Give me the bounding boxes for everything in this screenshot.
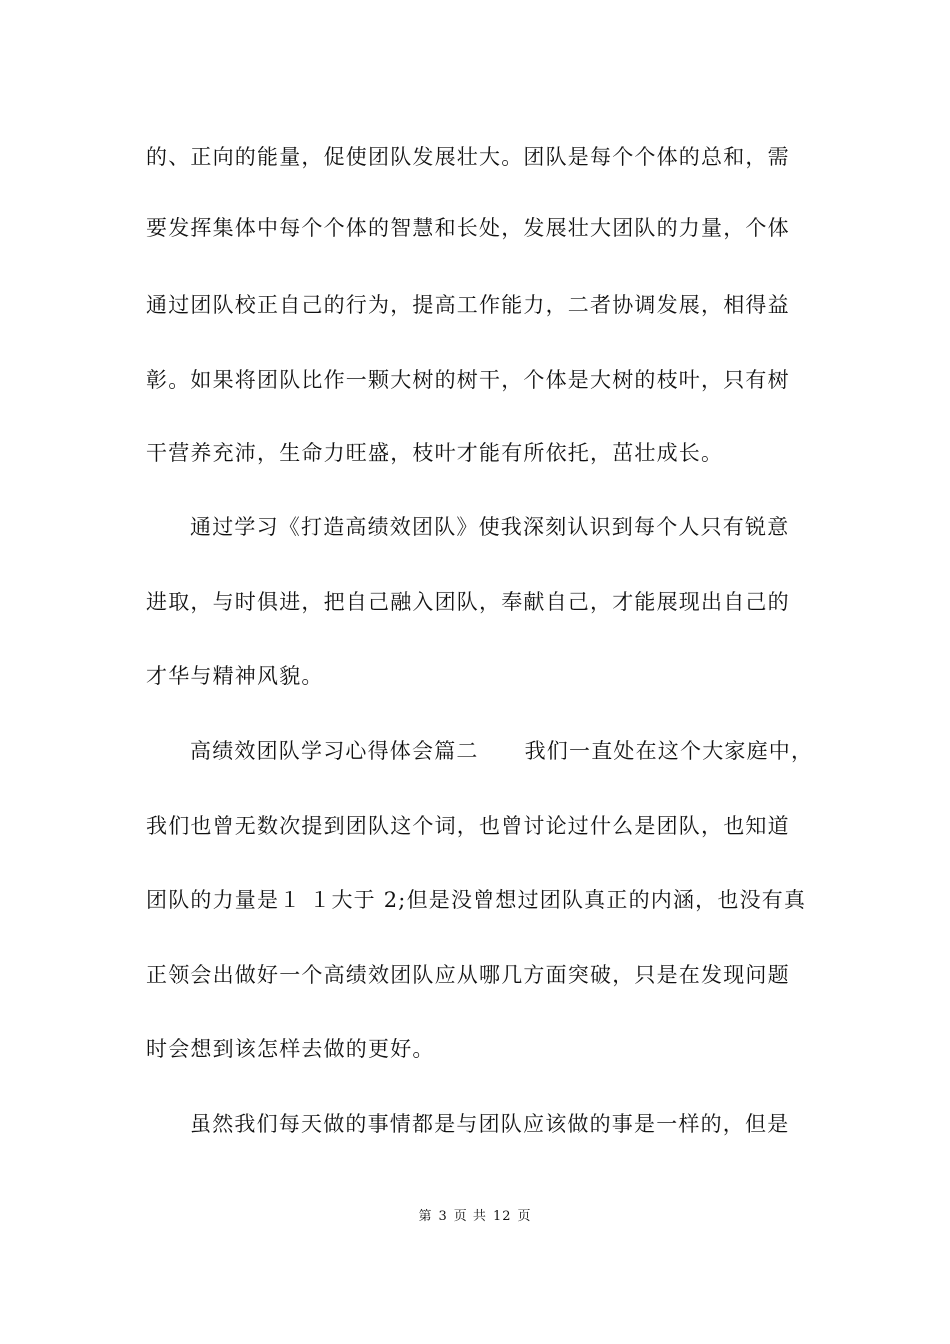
heading-tail-text: 我们一直处在这个大家庭中， [524, 739, 814, 763]
footer-page-number: 3 [438, 1209, 448, 1224]
page-footer [0, 1208, 950, 1226]
text-line: 正领会出做好一个高绩效团队应从哪几方面突破，只是在发现问题 [146, 963, 790, 987]
text-line: 通过团队校正自己的行为，提高工作能力，二者协调发展，相得益 [146, 293, 790, 317]
text-line: 时会想到该怎样去做的更好。 [146, 1037, 435, 1061]
footer-suffix: 页 [517, 1209, 532, 1224]
text-line: 要发挥集体中每个个体的智慧和长处，发展壮大团队的力量，个体 [146, 216, 790, 240]
footer-prefix: 第 [418, 1209, 433, 1224]
text-line: 干营养充沛，生命力旺盛，枝叶才能有所依托，茁壮成长。 [146, 441, 724, 465]
text-line: 通过学习《打造高绩效团队》使我深刻认识到每个人只有锐意 [190, 515, 790, 539]
footer-total-pages: 12 [492, 1209, 512, 1224]
text-line: 彰。如果将团队比作一颗大树的树干，个体是大树的枝叶，只有树 [146, 368, 790, 392]
section-heading: 高绩效团队学习心得体会篇二 [190, 739, 479, 763]
text-line: 团队的力量是１ １大于 2;但是没曾想过团队真正的内涵，也没有真 [146, 888, 807, 912]
text-line: 我们也曾无数次提到团队这个词，也曾讨论过什么是团队，也知道 [146, 814, 790, 838]
text-line: 的、正向的能量，促使团队发展壮大。团队是每个个体的总和，需 [146, 145, 790, 169]
text-line: 虽然我们每天做的事情都是与团队应该做的事是一样的，但是 [190, 1112, 790, 1136]
section-heading-line [190, 737, 826, 765]
text-line: 才华与精神风貌。 [146, 664, 324, 688]
text-line: 进取，与时俱进，把自己融入团队，奉献自己，才能展现出自己的 [146, 590, 790, 614]
footer-middle: 页 共 [453, 1209, 487, 1224]
